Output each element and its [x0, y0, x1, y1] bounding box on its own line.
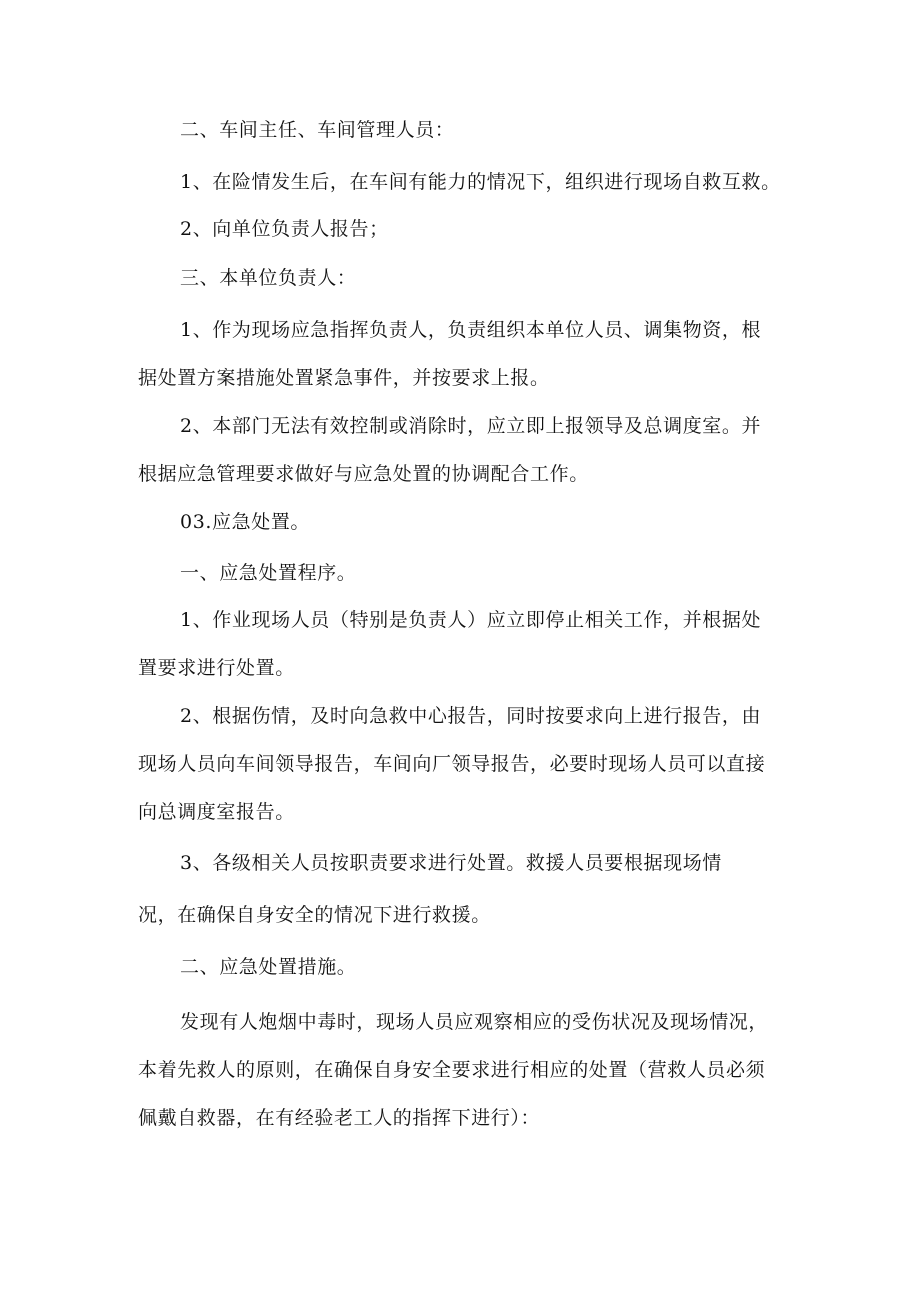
- paragraph-line: 况，在确保自身安全的情况下进行救援。: [138, 904, 491, 926]
- paragraph-line: 1、在险情发生后，在车间有能力的情况下，组织进行现场自救互救。: [180, 171, 781, 193]
- paragraph-line: 3、各级相关人员按职责要求进行处置。救援人员要根据现场情: [180, 852, 722, 874]
- paragraph-line: 本着先救人的原则，在确保自身安全要求进行相应的处置（营救人员必须: [138, 1059, 766, 1081]
- paragraph-line: 2、根据伤情，及时向急救中心报告，同时按要求向上进行报告，由: [180, 705, 762, 727]
- paragraph-line: 现场人员向车间领导报告，车间向厂领导报告，必要时现场人员可以直接: [138, 753, 766, 775]
- heading-procedure: 一、应急处置程序。: [180, 562, 357, 584]
- paragraph-line: 2、本部门无法有效控制或消除时，应立即上报领导及总调度室。并: [180, 415, 762, 437]
- paragraph-line: 据处置方案措施处置紧急事件，并按要求上报。: [138, 367, 550, 389]
- section-heading-emergency: 03.应急处置。: [180, 511, 311, 533]
- heading-measures: 二、应急处置措施。: [180, 956, 357, 978]
- paragraph-line: 向总调度室报告。: [138, 801, 295, 823]
- paragraph-line: 1、作为现场应急指挥负责人，负责组织本单位人员、调集物资，根: [180, 319, 762, 341]
- heading-unit-head: 三、本单位负责人：: [180, 267, 357, 289]
- paragraph-line: 佩戴自救器，在有经验老工人的指挥下进行）：: [138, 1107, 541, 1129]
- paragraph-line: 根据应急管理要求做好与应急处置的协调配合工作。: [138, 463, 589, 485]
- paragraph-line: 发现有人炮烟中毒时，现场人员应观察相应的受伤状况及现场情况，: [180, 1011, 769, 1033]
- paragraph-line: 2、向单位负责人报告；: [180, 218, 389, 240]
- heading-workshop-director: 二、车间主任、车间管理人员：: [180, 119, 455, 141]
- paragraph-line: 置要求进行处置。: [138, 657, 295, 679]
- paragraph-line: 1、作业现场人员（特别是负责人）应立即停止相关工作，并根据处: [180, 609, 762, 631]
